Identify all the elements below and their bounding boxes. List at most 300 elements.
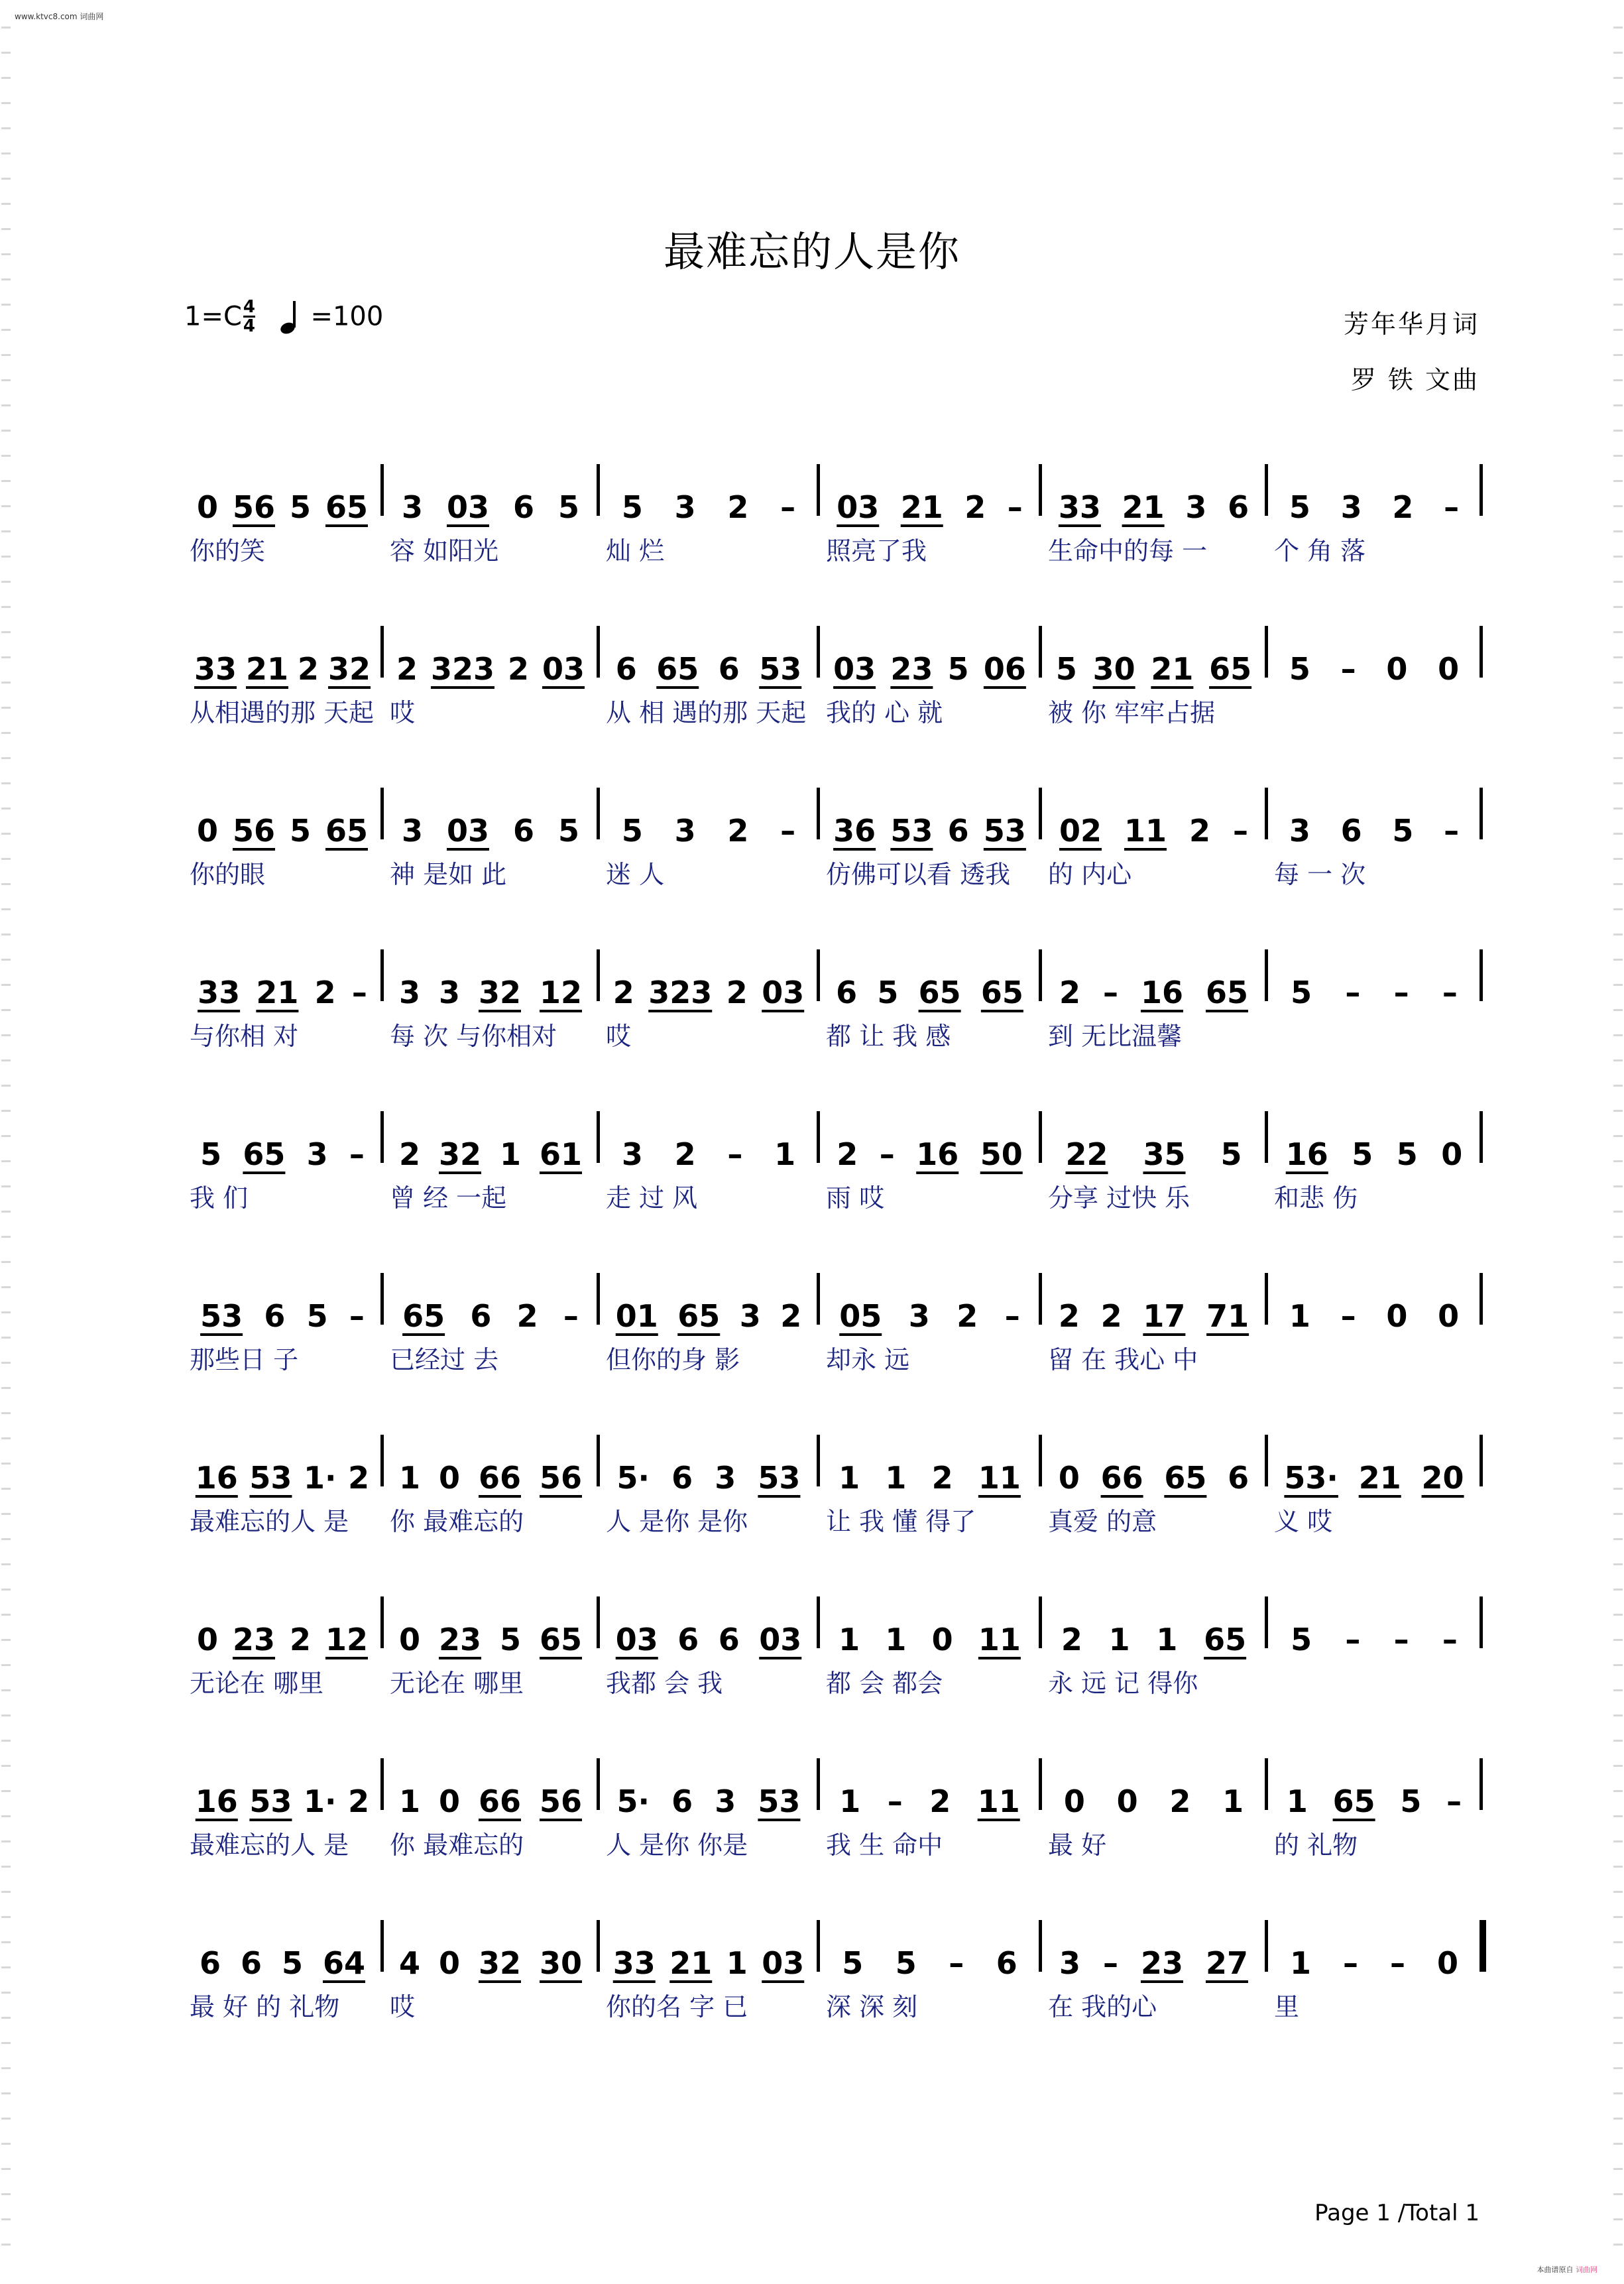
barline [1265,1596,1268,1648]
measure [1048,1912,1259,1981]
note-group: 12 [539,975,582,1010]
note-group: 66 [1100,1460,1143,1496]
lyric-segment: 留 在 我心 中 [1048,1345,1198,1374]
note-group: 65 [1205,975,1248,1010]
note-group: 6 [240,1945,262,1981]
measure [1274,456,1474,525]
barline [817,1758,820,1810]
note-group: 3 [1340,489,1362,525]
note-group: 4 [398,1945,420,1981]
note-group: 1 [885,1460,907,1496]
lyrics-row [184,1663,1494,1700]
measure [1048,780,1259,849]
note-group: 32 [478,1945,521,1981]
lyric-segment: 的 内心 [1048,860,1132,889]
time-signature [243,298,255,335]
barline [817,1273,820,1325]
lyric-segment: 个 角 落 [1274,536,1366,566]
note-group: 53 [249,1460,292,1496]
note-group: 3 [715,1460,736,1496]
measure [190,941,375,1008]
note-group: – [1345,1622,1361,1657]
note-group: 32 [478,975,521,1010]
note-group: 53· [1284,1460,1338,1496]
note-group: 65 [980,975,1023,1010]
barline [817,949,820,1001]
note-group: 2 [957,1298,978,1334]
lyrics-row [184,692,1494,729]
note-group: 5 [499,1622,521,1657]
measure [826,1589,1033,1655]
note-group: 0 [196,489,218,525]
measure [826,1912,1033,1981]
note-group: 6 [947,813,969,849]
note-group: 2 [727,489,749,525]
barline [597,949,600,1001]
measure [1048,1103,1259,1170]
note-group: 3 [908,1298,930,1334]
barline [1479,1111,1483,1163]
note-group: – [349,1136,365,1172]
measure [1048,1427,1259,1496]
barline [597,626,600,678]
note-group: 6 [264,1298,286,1334]
barline [380,1596,384,1648]
note-group: 3 [621,1136,643,1172]
note-group: 5 [877,975,899,1010]
notation-row [184,618,1494,687]
note-group: 5 [1352,1136,1373,1172]
measure [826,1103,1033,1170]
note-group: 5 [1291,975,1312,1010]
note-group: 53 [200,1298,243,1334]
barline [1265,788,1268,839]
lyrics-row [184,1501,1494,1538]
note-group: – [351,975,367,1010]
source-stamp [1537,2264,1598,2275]
measure [606,1589,811,1655]
lyric-segment: 分享 过快 乐 [1048,1183,1190,1213]
lyric-segment: 雨 哎 [826,1183,885,1213]
note-group: 6 [1340,813,1362,849]
note-group: 2 [398,1136,420,1172]
lyric-segment: 永 远 记 得你 [1048,1669,1198,1698]
barline [1039,1920,1042,1972]
barline [1039,949,1042,1001]
note-group: 5 [1396,1136,1418,1172]
note-group: – [887,1783,903,1819]
note-group: 11 [977,1783,1020,1819]
note-group: 30 [1092,651,1135,687]
barline [1039,1435,1042,1486]
barline [1479,1273,1483,1325]
measure [190,1265,375,1334]
measure [606,1750,811,1817]
measure [826,1427,1033,1496]
barline [1039,1596,1042,1648]
note-group: 2 [1100,1298,1122,1334]
note-group: 5 [621,813,643,849]
lyrics-row [184,530,1494,568]
measure [190,1912,375,1981]
note-group: 2 [348,1460,370,1496]
measure [190,456,375,525]
barline [597,1758,600,1810]
note-group: 21 [1122,489,1165,525]
note-group: 33 [1058,489,1101,525]
note-group: 1 [885,1622,907,1657]
note-group: 65 [325,489,368,525]
barline [1479,788,1483,839]
note-group: 0 [196,813,218,849]
note-group: 3 [401,813,423,849]
note-group: 323 [430,651,494,687]
lyric-segment: 每 次 与你相对 [390,1022,557,1051]
note-group: 5 [1400,1783,1422,1819]
measure [826,456,1033,525]
note-group: – [1389,1945,1405,1981]
note-group: 2 [507,651,529,687]
measure [1274,1103,1474,1170]
note-group: 03 [833,651,876,687]
note-group: 03 [759,1622,802,1657]
note-group: – [1102,1945,1118,1981]
lyric-segment: 你的眼 [190,860,266,889]
lyric-segment: 最 好 的 礼物 [190,1992,340,2021]
lyrics-row [184,1016,1494,1053]
note-group: 5 [289,489,311,525]
note-group: 21 [245,651,288,687]
note-group: 6 [1228,1460,1249,1496]
notation-row [184,456,1494,525]
note-group: 5 [1220,1136,1242,1172]
measure [190,1750,375,1817]
note-group: 5 [947,651,969,687]
lyric-segment: 灿 烂 [606,536,665,566]
measure [390,780,591,849]
note-group: 3 [1289,813,1310,849]
note-group: 1 [1289,1945,1311,1981]
note-group: 2 [727,813,749,849]
barline [1265,1111,1268,1163]
note-group: 53 [890,813,933,849]
lyrics-row [184,1177,1494,1215]
note-group: 2 [314,975,336,1010]
barline [380,626,384,678]
notation-row [184,780,1494,849]
barline [597,1435,600,1486]
note-group: – [1442,1622,1458,1657]
measure [190,1103,375,1170]
lyric-segment: 最 好 [1048,1831,1107,1860]
note-group: 3 [401,489,423,525]
barline [1039,626,1042,678]
barline [1265,1758,1268,1810]
note-group: 5 [557,813,579,849]
measure [390,1589,591,1655]
note-group: 71 [1206,1298,1249,1334]
note-group: 36 [833,813,876,849]
note-group: 33 [612,1945,656,1981]
note-group: 3 [674,489,696,525]
measure [1274,1265,1474,1334]
measure [606,941,811,1008]
measure [390,1103,591,1170]
lyrics-row [184,854,1494,891]
lyric-segment: 却永 远 [826,1345,910,1374]
notation-row [184,941,1494,1008]
notation-row [184,1589,1494,1655]
note-group: 16 [1140,975,1183,1010]
measure [1274,1427,1474,1496]
lyric-segment: 曾 经 一起 [390,1183,507,1213]
note-group: 6 [512,489,534,525]
barline [1265,1273,1268,1325]
note-group: 6 [615,651,637,687]
note-group: 3 [306,1136,328,1172]
key-label: 1=C [184,301,242,332]
page-number: Page 1 /Total 1 [1314,2200,1479,2226]
note-group: – [1004,1298,1020,1334]
measure [1048,1265,1259,1334]
measure [1274,1750,1474,1817]
note-group: 65 [656,651,699,687]
barline [1265,949,1268,1001]
measure [390,1427,591,1496]
note-group: – [1007,489,1023,525]
note-group: 5 [1291,1622,1312,1657]
measure [1274,941,1474,1008]
site-url: www.ktvc8.com 词曲网 [15,12,104,21]
measure [390,1912,591,1981]
note-group: 21 [1151,651,1194,687]
barline [380,1273,384,1325]
note-group: 0 [1063,1783,1085,1819]
note-group: 06 [983,651,1026,687]
note-group: – [1102,975,1118,1010]
lyric-segment: 无论在 哪里 [390,1669,524,1698]
note-group: 65 [539,1622,582,1657]
lyric-segment: 我都 会 我 [606,1669,723,1698]
note-group: 53 [759,651,802,687]
barline [1479,626,1483,678]
note-group: 21 [256,975,299,1010]
note-group: 16 [195,1783,238,1819]
measure [606,456,811,525]
lyric-segment: 我 生 命中 [826,1831,943,1860]
note-group: 2 [726,975,748,1010]
note-group: 03 [615,1622,658,1657]
measure [606,618,811,687]
lyric-segment: 人 是你 你是 [606,1831,748,1860]
note-group: 16 [1285,1136,1328,1172]
lyric-segment: 仿佛可以看 透我 [826,860,1011,889]
note-group: 2 [1392,489,1414,525]
note-group: – [563,1298,579,1334]
lyric-segment: 你 最难忘的 [390,1507,524,1536]
lyric-segment: 你的名 字 已 [606,1992,748,2021]
note-group: 5 [621,489,643,525]
note-group: 2 [674,1136,696,1172]
note-group: 0 [438,1945,460,1981]
lyric-segment: 你的笑 [190,536,266,566]
barline [1039,1111,1042,1163]
note-group: 61 [539,1136,582,1172]
barline [1039,464,1042,516]
note-group: 5 [289,813,311,849]
note-group: 01 [615,1298,658,1334]
note-group: – [780,813,796,849]
note-group: 64 [322,1945,365,1981]
note-group: 0 [196,1622,218,1657]
notation-row [184,1103,1494,1170]
measure [390,456,591,525]
measure [826,1265,1033,1334]
note-group: 2 [396,651,418,687]
note-group: 2 [1059,975,1080,1010]
barline [380,788,384,839]
measure [606,1912,811,1981]
note-group: 56 [232,813,275,849]
note-group: 05 [839,1298,882,1334]
lyric-segment: 真爱 的意 [1048,1507,1157,1536]
lyric-segment: 的 礼物 [1274,1831,1358,1860]
note-group: 2 [348,1783,370,1819]
lyric-segment: 和悲 伤 [1274,1183,1358,1213]
barline [1039,1273,1042,1325]
note-group: 1 [726,1945,748,1981]
lyric-segment: 与你相 对 [190,1022,299,1051]
note-group: 3 [715,1783,736,1819]
lyric-segment: 哎 [606,1022,632,1051]
note-group: 21 [900,489,943,525]
note-group: 23 [232,1622,275,1657]
note-group: 1· [304,1783,337,1819]
note-group: 65 [1209,651,1252,687]
note-group: 32 [438,1136,481,1172]
note-group: 66 [478,1783,521,1819]
quarter-note-icon [280,300,302,334]
measure [826,941,1033,1008]
lyric-segment: 已经过 去 [390,1345,499,1374]
lyric-segment: 但你的身 影 [606,1345,740,1374]
note-group: 1 [1286,1783,1308,1819]
notation-row [184,1265,1494,1334]
lyric-segment: 容 如阳光 [390,536,499,566]
measure [826,618,1033,687]
note-group: 5· [616,1460,650,1496]
note-group: 16 [916,1136,959,1172]
note-group: 5 [895,1945,917,1981]
note-group: 16 [195,1460,238,1496]
note-group: 50 [980,1136,1023,1172]
note-group: 2 [289,1622,311,1657]
lyric-segment: 被 你 牢牢占据 [1048,698,1216,727]
lyric-segment: 生命中的每 一 [1048,536,1208,566]
lyric-segment: 从相遇的那 天起 [190,698,375,727]
lyric-segment: 从 相 遇的那 天起 [606,698,807,727]
measure [190,618,375,687]
note-group: 5 [842,1945,864,1981]
note-group: 30 [539,1945,582,1981]
note-group: 1 [1222,1783,1244,1819]
measure [606,1265,811,1334]
note-group: 65 [1204,1622,1247,1657]
measure [826,780,1033,849]
note-group: 2 [929,1783,951,1819]
note-group: 2 [1061,1622,1082,1657]
lyrics-row [184,1825,1494,1862]
barline [597,1920,600,1972]
note-group: 1· [304,1460,337,1496]
note-group: 1 [774,1136,796,1172]
lyrics-row [184,1986,1494,2023]
note-group: – [1444,813,1460,849]
note-group: 66 [478,1460,521,1496]
note-group: 3 [674,813,696,849]
note-group: 5 [1289,489,1310,525]
note-group: 2 [780,1298,802,1334]
barline [1039,788,1042,839]
measure [1274,780,1474,849]
note-group: 3 [438,975,460,1010]
note-group: – [1342,1945,1358,1981]
note-group: 56 [539,1460,582,1496]
note-group: 3 [1059,1945,1080,1981]
note-group: 23 [1140,1945,1183,1981]
note-group: 2 [1058,1298,1080,1334]
note-group: 2 [297,651,319,687]
stamp-brand: 词曲网 [1576,2265,1597,2274]
lyric-segment: 走 过 风 [606,1183,698,1213]
lyric-segment: 都 让 我 感 [826,1022,951,1051]
note-group: 0 [1438,1298,1460,1334]
barline [1265,464,1268,516]
note-group: 20 [1421,1460,1464,1496]
note-group: 03 [542,651,585,687]
note-group: 2 [1169,1783,1191,1819]
right-watermark [1613,27,1623,2257]
note-group: 6 [718,1622,740,1657]
note-group: – [879,1136,895,1172]
measure [1274,618,1474,687]
tempo-value: =100 [310,301,384,332]
note-group: 17 [1143,1298,1186,1334]
note-group: 3 [398,975,420,1010]
note-group: 1 [839,1622,860,1657]
notation-row [184,1912,1494,1981]
note-group: – [1340,651,1356,687]
key-signature [184,298,383,335]
note-group: 03 [446,813,489,849]
lyric-segment: 我的 心 就 [826,698,943,727]
note-group: – [1340,1298,1356,1334]
barline [1265,1435,1268,1486]
measure [190,1589,375,1655]
note-group: – [1345,975,1361,1010]
note-group: 03 [446,489,489,525]
note-group: 5 [306,1298,328,1334]
lyric-segment: 哎 [390,698,416,727]
barline [817,1111,820,1163]
lyric-segment: 在 我的心 [1048,1992,1157,2021]
barline [597,1596,600,1648]
barline [597,1273,600,1325]
lyrics-row [184,1339,1494,1376]
lyric-segment: 让 我 懂 得了 [826,1507,976,1536]
measure [1048,456,1259,525]
lyricist: 芳年华月词 [1343,310,1479,339]
